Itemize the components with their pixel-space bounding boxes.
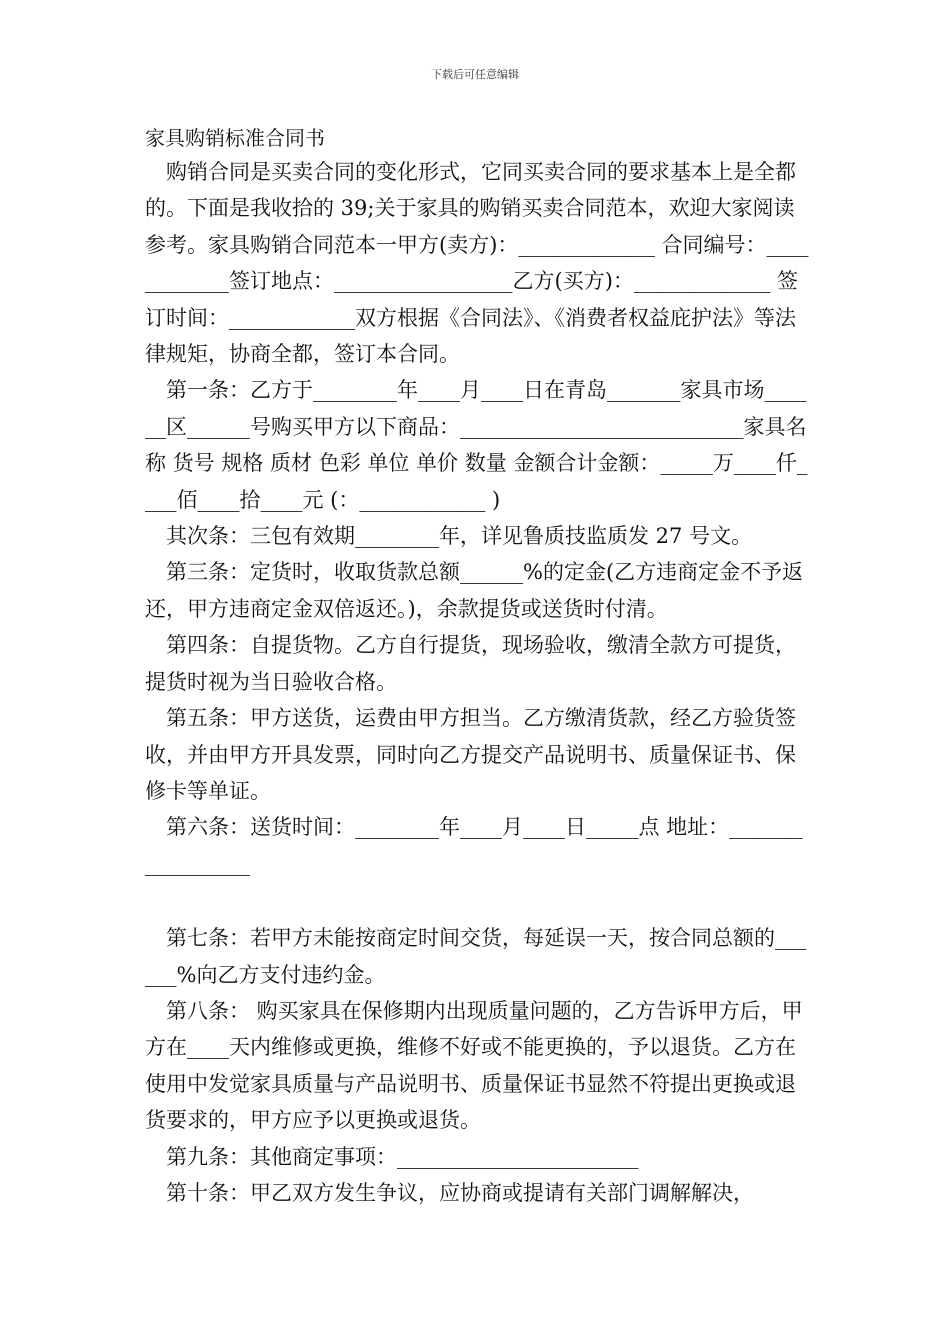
paragraph-article-6: 第六条：送货时间：________年____月____日_____点 地址：_________________ [145, 815, 803, 876]
paragraph-article-1: 第一条：乙方于________年____月____日在青岛_______家具市场______区______号购买甲方以下商品：___________________________家具名称 货号 规格 质材 色彩 单位 单价 数量 金额合计金额：_____万____仟____佰____拾____元 (：____________ ) [145, 378, 808, 512]
page-header-note: 下载后可任意编辑 [431, 68, 519, 81]
paragraph-article-10: 第十条：甲乙双方发生争议，应协商或提请有关部门调解解决， [166, 1180, 754, 1205]
document-body [145, 154, 810, 1211]
paragraph-article-7: 第七条：若甲方未能按商定时间交货，每延误一天，按合同总额的______%向乙方支付违约金。 [145, 926, 807, 987]
document-title: 家具购销标准合同书 [145, 126, 325, 150]
paragraph-article-9: 第九条：其他商定事项：_______________________ [166, 1144, 639, 1169]
paragraph-article-4: 第四条：自提货物。乙方自行提货，现场验收，缴清全款方可提货，提货时视为当日验收合格。 [145, 633, 796, 694]
paragraph-article-8: 第八条： 购买家具在保修期内出现质量问题的，乙方告诉甲方后，甲方在____天内维修或更换，维修不好或不能更换的，予以退货。乙方在使用中发觉家具质量与产品说明书、质量保证书显然不符提出更换或退货要求的，甲方应予以更换或退货。 [145, 998, 803, 1133]
paragraph-article-3: 第三条：定货时，收取货款总额______%的定金(乙方违商定金不予返还，甲方违商定金双倍返还。)，余款提货或送货时付清。 [145, 560, 804, 621]
paragraph-article-5: 第五条：甲方送货，运费由甲方担当。乙方缴清货款，经乙方验货签收，并由甲方开具发票，同时向乙方提交产品说明书、质量保证书、保修卡等单证。 [145, 706, 796, 803]
paragraph-intro: 购销合同是买卖合同的变化形式，它同买卖合同的要求基本上是全都的。下面是我收拾的 39;关于家具的购销买卖合同范本，欢迎大家阅读参考。家具购销合同范本一甲方(卖方)：_____________ 合同编号：____________签订地点：_________________乙方(买方)：_____________ 签订时间：____________双方根据《合同法》、《消费者权益庇护法》等法律规矩，协商全都，签订本合同。 [145, 160, 809, 367]
paragraph-article-2: 其次条：三包有效期________年，详见鲁质技监质发 27 号文。 [166, 524, 753, 549]
